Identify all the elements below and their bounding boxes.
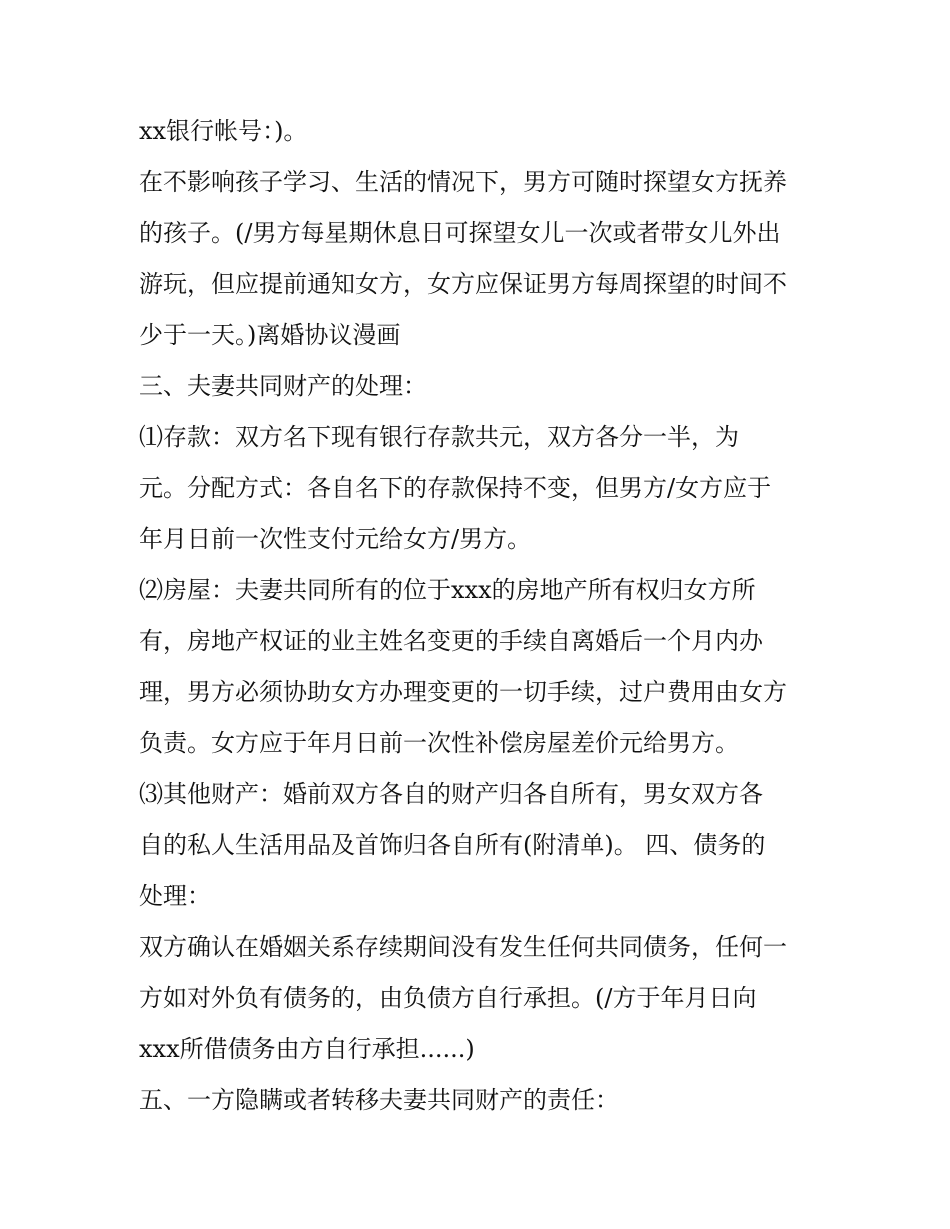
text-line-house-end: 负责。女方应于年月日前一次性补偿房屋差价元给男方。 (139, 729, 739, 757)
text-line-house-cont: 有，房地产权证的业主姓名变更的手续自离婚后一个月内办 (139, 627, 763, 655)
text-line-visitation-cont: 的孩子。(/男方每星期休息日可探望女儿一次或者带女儿外出 (139, 219, 781, 247)
text-line-debts-cont: 方如对外负有债务的，由负债方自行承担。(/方于年月日向 (139, 984, 757, 1012)
section-heading-joint-property: 三、夫妻共同财产的处理： (139, 372, 427, 400)
text-line-debts-end: xxx所借债务由方自行承担......) (139, 1035, 475, 1063)
text-line-other-property-cont: 自的私人生活用品及首饰归各自所有(附清单)。 四、债务的 (139, 831, 766, 859)
text-line-savings-cont: 元。分配方式：各自名下的存款保持不变，但男方/女方应于 (139, 474, 772, 502)
text-line-debts: 双方确认在婚姻关系存续期间没有发生任何共同债务，任何一 (139, 933, 787, 961)
text-line-house: ⑵房屋：夫妻共同所有的位于xxx的房地产所有权归女方所 (139, 576, 756, 604)
text-line-savings-end: 年月日前一次性支付元给女方/男方。 (139, 525, 532, 553)
section-heading-concealment: 五、一方隐瞒或者转移夫妻共同财产的责任： (139, 1086, 619, 1114)
text-line-other-property: ⑶其他财产：婚前双方各自的财产归各自所有，男女双方各 (139, 780, 763, 808)
document-body (139, 106, 839, 1126)
text-line-savings: ⑴存款：双方名下现有银行存款共元，双方各分一半，为 (139, 423, 739, 451)
text-line-bank-account: xx银行帐号：)。 (139, 117, 308, 145)
text-line-visitation: 在不影响孩子学习、生活的情况下，男方可随时探望女方抚养 (139, 168, 787, 196)
section-heading-debts: 处理： (139, 882, 211, 910)
text-line-visitation-end: 少于一天。)离婚协议漫画 (139, 321, 401, 349)
text-line-visitation-cont: 游玩，但应提前通知女方，女方应保证男方每周探望的时间不 (139, 270, 787, 298)
text-line-house-cont: 理，男方必须协助女方办理变更的一切手续，过户费用由女方 (139, 678, 787, 706)
